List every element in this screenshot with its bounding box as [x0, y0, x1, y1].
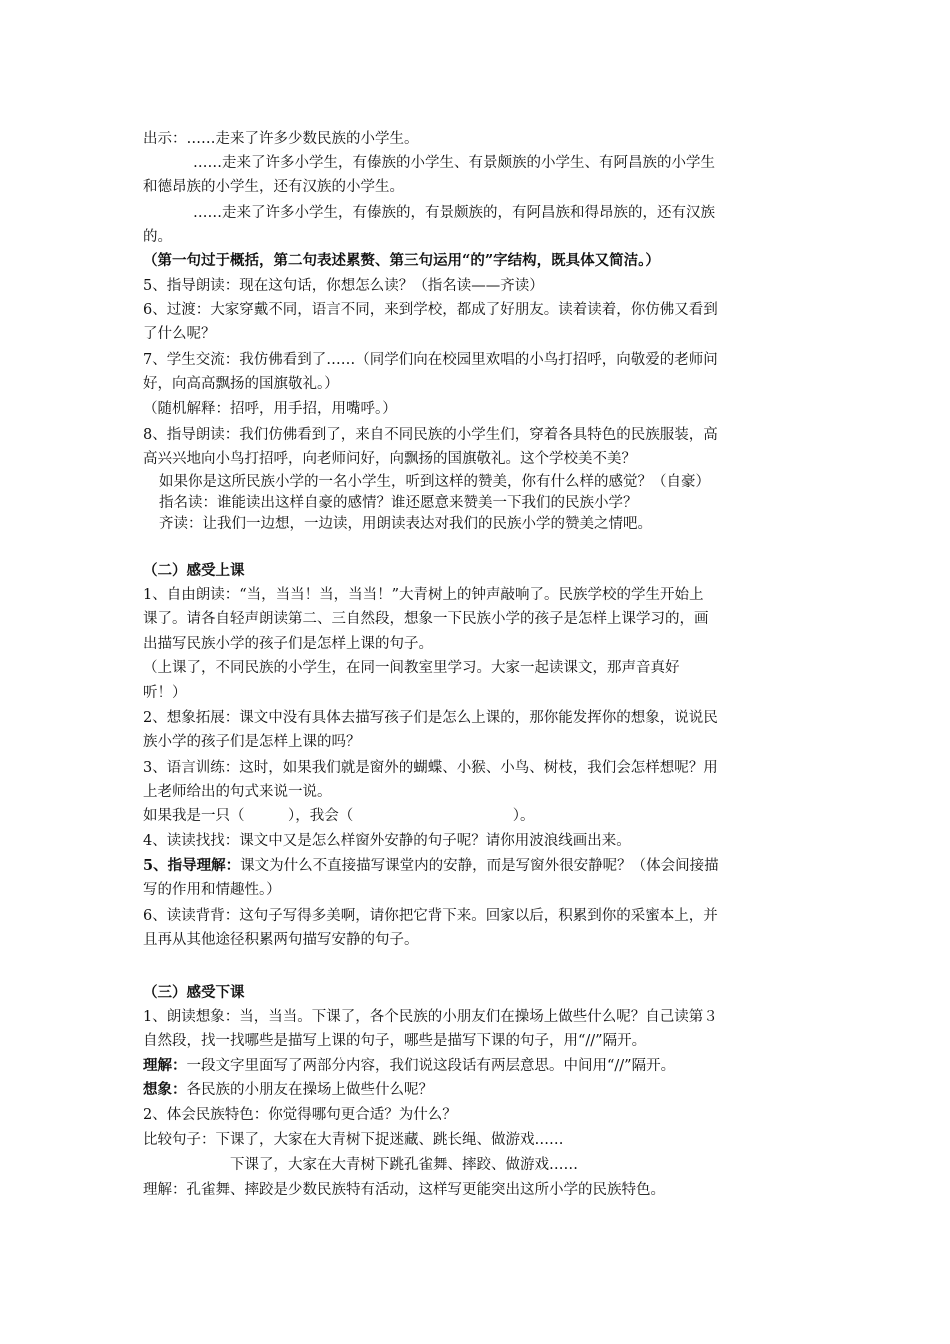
show-line-2b: 和德昂族的小学生，还有汉族的小学生。: [143, 179, 404, 195]
s3-compare-2: 下课了，大家在大青树下跳孔雀舞、摔跤、做游戏……: [230, 1157, 578, 1173]
s3-item-1a: 1、朗读想象：当，当当。下课了，各个民族的小朋友们在操场上做些什么呢？自己读第３: [143, 1009, 718, 1025]
s2-item-6a: 6、读读背背：这句子写得多美啊，请你把它背下来。回家以后，积累到你的采蜜本上，并: [143, 908, 718, 924]
comparison-note: （第一句过于概括，第二句表述累赘、第三句运用“的”字结构，既具体又简洁。）: [143, 252, 660, 269]
s2-item-2a: 2、想象拓展：课文中没有具体去描写孩子们是怎么上课的，那你能发挥你的想象，说说民: [143, 710, 718, 726]
item-8-guided-reading-c: 如果你是这所民族小学的一名小学生，听到这样的赞美，你有什么样的感觉？（自豪）: [159, 474, 710, 490]
s2-item-1c: 出描写民族小学的孩子们是怎样上课的句子。: [143, 636, 433, 652]
s2-item-3a: 3、语言训练：这时，如果我们就是窗外的蝴蝶、小猴、小鸟、树枝，我们会怎样想呢？用: [143, 760, 718, 776]
s2-item-2b: 族小学的孩子们是怎样上课的吗？: [143, 734, 361, 750]
item-7-student-exchange-a: 7、学生交流：我仿佛看到了……（同学们向在校园里欢唱的小鸟打招呼，向敬爱的老师问: [143, 352, 718, 368]
s3-understand: 理解：一段文字里面写了两部分内容，我们说这段话有两层意思。中间用“//”隔开。: [143, 1057, 676, 1074]
s3-compare-1: 比较句子：下课了，大家在大青树下捉迷藏、跳长绳、做游戏……: [143, 1132, 564, 1148]
show-line-1: 出示：……走来了许多少数民族的小学生。: [143, 131, 419, 147]
item-5-guided-reading: 5、指导朗读：现在这句话，你想怎么读？（指名读——齐读）: [143, 278, 544, 294]
s2-item-1a: 1、自由朗读：“当，当当！当，当当！”大青树上的钟声敲响了。民族学校的学生开始上: [143, 587, 704, 603]
s2-item-5a: 5、指导理解：课文为什么不直接描写课堂内的安静，而是写窗外很安静呢？（体会间接描: [143, 857, 719, 874]
s2-quote-a: （上课了，不同民族的小学生，在同一间教室里学习。大家一起读课文，那声音真好: [143, 660, 680, 676]
s2-item-1b: 课了。请各自轻声朗读第二、三自然段，想象一下民族小学的孩子是怎样上课学习的，画: [143, 611, 709, 627]
s2-quote-b: 听！）: [143, 685, 187, 701]
item-8-guided-reading-d: 指名读：谁能读出这样自豪的感情？谁还愿意来赞美一下我们的民族小学？: [159, 495, 638, 511]
item-8-guided-reading-b: 高兴兴地向小鸟打招呼，向老师问好，向飘扬的国旗敬礼。这个学校美不美？: [143, 451, 636, 467]
s2-item-5-label: 5、指导理解：: [143, 857, 241, 874]
s3-imagine-label: 想象：: [143, 1081, 187, 1098]
show-label: 出示：: [143, 131, 187, 147]
item-8-guided-reading-a: 8、指导朗读：我们仿佛看到了，来自不同民族的小学生们，穿着各具特色的民族服装，高: [143, 427, 718, 443]
show-line-3b: 的。: [143, 229, 172, 245]
s2-item-4: 4、读读找找：课文中又是怎么样窗外安静的句子呢？请你用波浪线画出来。: [143, 833, 631, 849]
s2-item-6b: 且再从其他途径积累两句描写安静的句子。: [143, 932, 419, 948]
s3-understand-label: 理解：: [143, 1057, 187, 1074]
show-line-2a: ……走来了许多小学生，有傣族的小学生、有景颇族的小学生、有阿昌族的小学生: [193, 155, 715, 171]
s2-sentence-pattern: 如果我是一只（ ），我会（ ）。: [143, 808, 535, 824]
item-6-transition-a: 6、过渡：大家穿戴不同，语言不同，来到学校，都成了好朋友。读着读着，你仿佛又看到: [143, 302, 718, 318]
item-7-student-exchange-b: 好，向高高飘扬的国旗敬礼。）: [143, 376, 339, 392]
s3-final-understanding: 理解：孔雀舞、摔跤是少数民族特有活动，这样写更能突出这所小学的民族特色。: [143, 1182, 665, 1198]
s3-imagine: 想象：各民族的小朋友在操场上做些什么呢？: [143, 1081, 433, 1098]
item-8-guided-reading-e: 齐读：让我们一边想，一边读，用朗读表达对我们的民族小学的赞美之情吧。: [159, 516, 652, 532]
s2-item-5b: 写的作用和情趣性。）: [143, 882, 281, 898]
s3-item-1b: 自然段，找一找哪些是描写上课的句子，哪些是描写下课的句子，用“//”隔开。: [143, 1033, 647, 1049]
section-3-heading: （三）感受下课: [143, 984, 245, 1001]
s2-item-3b: 上老师给出的句式来说一说。: [143, 784, 332, 800]
section-2-heading: （二）感受上课: [143, 562, 245, 579]
item-6-transition-b: 了什么呢？: [143, 326, 216, 342]
s3-item-2: 2、体会民族特色：你觉得哪句更合适？为什么？: [143, 1107, 457, 1123]
show-line-3a: ……走来了许多小学生，有傣族的，有景颇族的，有阿昌族和得昂族的，还有汉族: [193, 205, 715, 221]
random-explanation: （随机解释：招呼，用手招，用嘴呼。）: [143, 401, 397, 417]
